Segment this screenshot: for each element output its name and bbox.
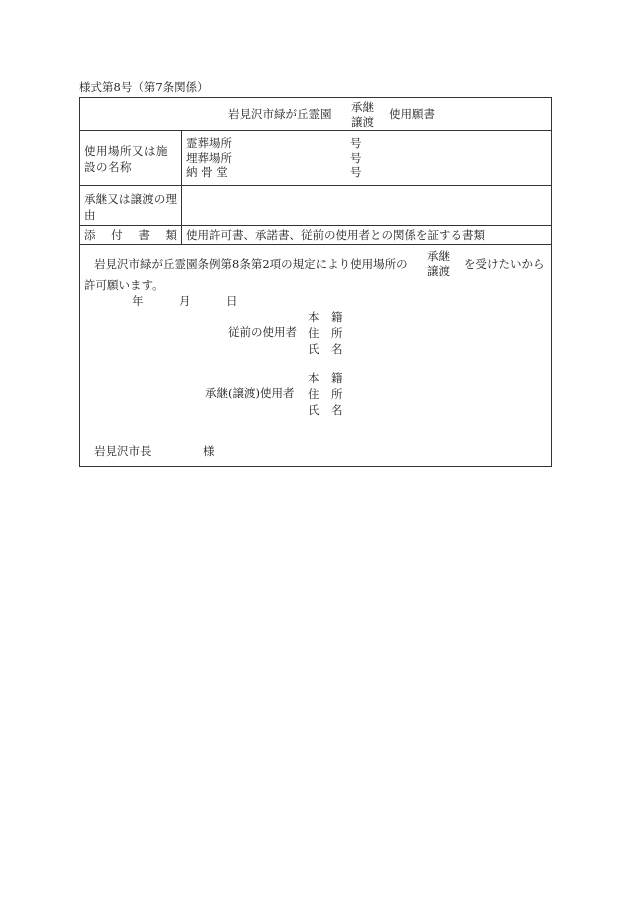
row-label-attachments: 添付書類 [84,228,177,242]
title-option-succession: 承継 [351,100,374,114]
row-label-place: 使用場所又は施設の名称 [84,144,168,174]
addressee: 岩見沢市長 [94,444,152,458]
new-user-fields [308,371,343,419]
row-label-reason: 承継又は譲渡の理由 [84,192,177,222]
statement-line1-tail: を受けたいから [464,257,545,271]
previous-user-label: 従前の使用者 [228,325,297,339]
place-units [350,136,362,180]
previous-user-fields [308,310,343,358]
statement-line1: 岩見沢市緑が丘霊園条例第8条第2項の規定により使用場所の [94,257,408,271]
place-item: 埋葬場所 [186,150,232,165]
date-month: 月 [179,294,191,308]
place-unit: 号 [350,165,362,180]
divider [80,225,551,226]
application-form [79,97,552,467]
honorific: 様 [203,444,215,458]
divider [80,244,551,245]
divider [80,185,551,186]
field-label: 本 籍 [308,310,343,324]
field-label: 住 所 [308,325,343,340]
statement-option-succession: 承継 [427,249,450,263]
field-label: 住 所 [308,386,343,401]
divider [181,130,182,244]
new-user-label: 承継(譲渡)使用者 [205,386,295,400]
statement-option-transfer: 譲渡 [427,263,450,278]
place-unit: 号 [350,136,362,150]
place-item: 納 骨 堂 [186,165,228,180]
form-title-suffix: 使用願書 [389,107,435,121]
attachments-value: 使用許可書、承諾書、従前の使用者との関係を証する書類 [186,228,485,242]
divider [80,130,551,131]
place-names [186,136,232,180]
field-label: 本 籍 [308,371,343,385]
form-title-name: 岩見沢市緑が丘霊園 [228,107,332,121]
place-item: 霊葬場所 [186,136,232,150]
title-option-transfer: 譲渡 [351,114,374,129]
statement-option-stack [427,249,450,278]
field-label: 氏 名 [308,341,343,356]
form-number: 様式第8号（第7条関係） [79,80,209,94]
field-label: 氏 名 [308,402,343,417]
place-unit: 号 [350,150,362,165]
statement-line2: 許可願います。 [84,278,164,292]
title-option-stack [351,100,374,129]
date-year: 年 [132,294,144,308]
date-day: 日 [226,294,238,308]
